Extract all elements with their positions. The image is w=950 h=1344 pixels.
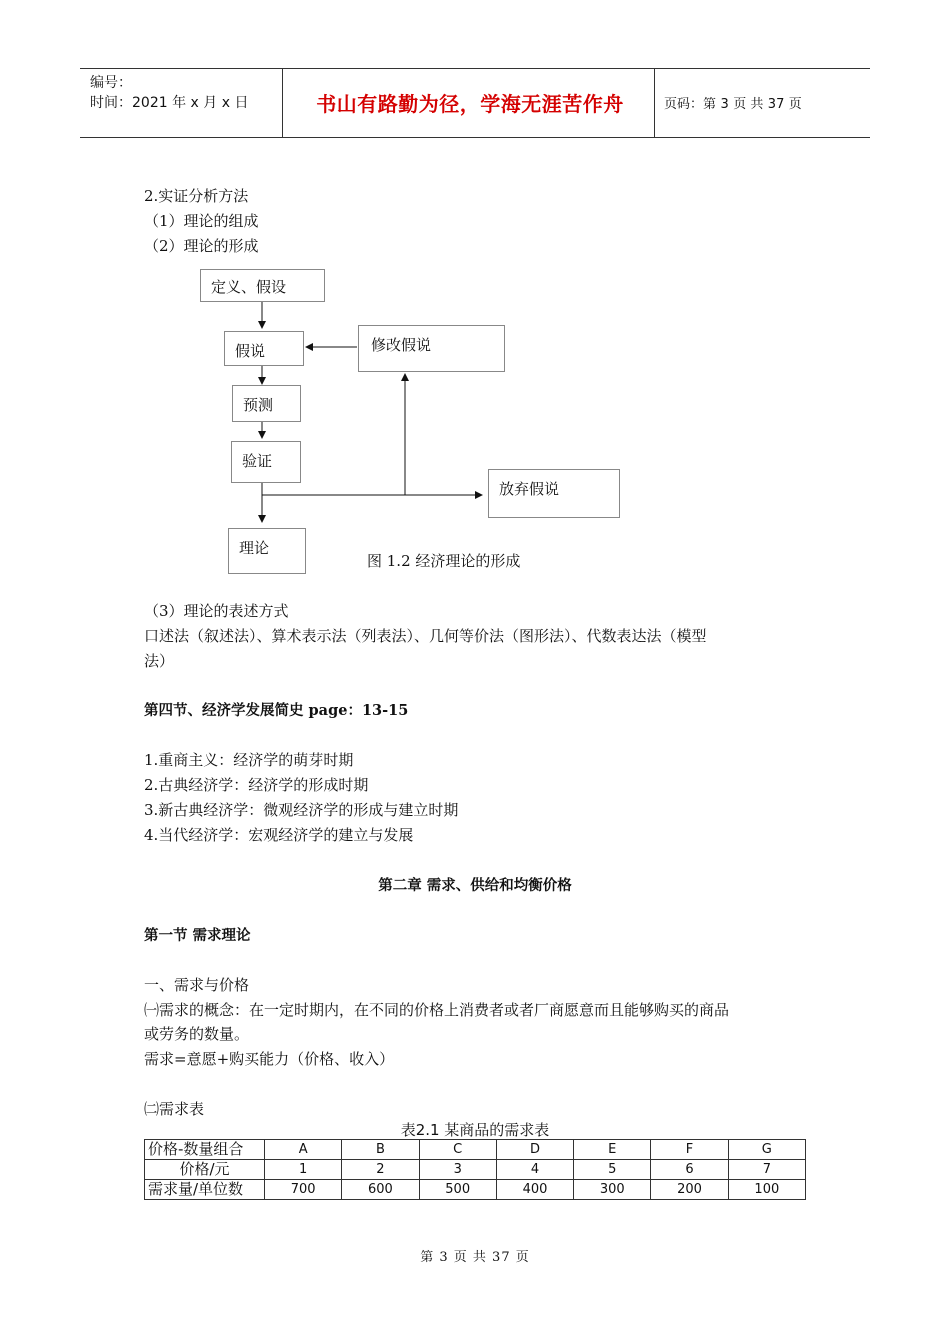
table-cell: D xyxy=(496,1140,573,1160)
table-cell: E xyxy=(574,1140,651,1160)
demand-table-grid xyxy=(144,1139,806,1200)
box-label: 理论 xyxy=(239,539,270,557)
table-cell: C xyxy=(419,1140,496,1160)
flow-arrows xyxy=(0,0,950,600)
box-prediction xyxy=(232,385,301,422)
box-label: 定义、假设 xyxy=(211,278,287,296)
table-row xyxy=(145,1140,806,1160)
box-abandon-hypothesis xyxy=(488,469,620,518)
table-cell: 300 xyxy=(574,1180,651,1200)
table-cell: 2 xyxy=(342,1160,419,1180)
table-cell: 700 xyxy=(265,1180,342,1200)
row-label: 价格/元 xyxy=(145,1160,265,1180)
serial-label: 编号： xyxy=(90,75,132,91)
table-cell: 600 xyxy=(342,1180,419,1200)
box-label: 修改假说 xyxy=(371,336,432,354)
box-hypothesis xyxy=(224,331,304,366)
box-label: 预测 xyxy=(243,396,274,414)
page-number: 3 xyxy=(720,97,729,112)
table-cell: 500 xyxy=(419,1180,496,1200)
box-label: 验证 xyxy=(242,452,273,470)
table-cell: G xyxy=(728,1140,805,1160)
page-suffix: 页 xyxy=(788,97,802,112)
table-heading: ㈡需求表 xyxy=(144,1100,205,1118)
table-cell: 3 xyxy=(419,1160,496,1180)
row-label: 价格-数量组合 xyxy=(145,1140,265,1160)
table-cell: 400 xyxy=(496,1180,573,1200)
page-prefix: 页码：第 xyxy=(664,97,717,112)
demand-table xyxy=(144,1119,806,1200)
table-row xyxy=(145,1180,806,1200)
subsection-heading: 一、需求与价格 xyxy=(144,976,250,994)
box-theory xyxy=(228,528,306,574)
methods-item-2: （2）理论的形成 xyxy=(144,237,259,255)
expression-line-2: 法） xyxy=(144,652,175,670)
table-title: 表2.1 某商品的需求表 xyxy=(400,1121,550,1139)
table-cell: 4 xyxy=(496,1160,573,1180)
table-row xyxy=(145,1160,806,1180)
section4-heading: 第四节、经济学发展简史 page：13-15 xyxy=(144,702,409,719)
page-mid: 页 共 xyxy=(733,97,764,112)
expression-heading: （3）理论的表述方式 xyxy=(144,602,289,620)
concept-line-1: ㈠需求的概念：在一定时期内，在不同的价格上消费者或者厂商愿意而且能够购买的商品 xyxy=(144,1001,730,1019)
figure-caption: 图 1.2 经济理论的形成 xyxy=(367,552,521,570)
table-cell: 6 xyxy=(651,1160,728,1180)
table-cell: F xyxy=(651,1140,728,1160)
table-cell: 5 xyxy=(574,1160,651,1180)
box-verification xyxy=(231,441,301,483)
table-cell: B xyxy=(342,1140,419,1160)
expression-line-1: 口述法（叙述法）、算术表示法（列表法）、几何等价法（图形法）、代数表达法（模型 xyxy=(144,627,707,645)
chapter-title: 第二章 需求、供给和均衡价格 xyxy=(378,877,572,894)
box-definition-assumption xyxy=(200,269,325,302)
row-label: 需求量/单位数 xyxy=(145,1180,265,1200)
concept-line-2: 或劳务的数量。 xyxy=(144,1025,250,1043)
demand-formula: 需求=意愿+购买能力（价格、收入） xyxy=(144,1050,395,1068)
table-cell: A xyxy=(265,1140,342,1160)
box-label: 放弃假说 xyxy=(499,480,560,498)
table-cell: 100 xyxy=(728,1180,805,1200)
box-label: 假说 xyxy=(235,342,266,360)
history-item: 4.当代经济学：宏观经济学的建立与发展 xyxy=(144,826,414,844)
table-cell: 1 xyxy=(265,1160,342,1180)
page-total: 37 xyxy=(767,97,785,112)
section-heading: 第一节 需求理论 xyxy=(144,927,251,944)
methods-heading: 2.实证分析方法 xyxy=(144,187,249,205)
table-cell: 7 xyxy=(728,1160,805,1180)
date-label: 时间：2021 年 x 月 x 日 xyxy=(90,95,249,111)
methods-item-1: （1）理论的组成 xyxy=(144,212,259,230)
header-motto: 书山有路勤为径，学海无涯苦作舟 xyxy=(316,92,624,116)
table-cell: 200 xyxy=(651,1180,728,1200)
history-item: 3.新古典经济学：微观经济学的形成与建立时期 xyxy=(144,801,459,819)
box-modify-hypothesis xyxy=(358,325,505,372)
page-footer: 第 3 页 共 37 页 xyxy=(420,1250,530,1265)
history-item: 1.重商主义：经济学的萌芽时期 xyxy=(144,751,354,769)
history-item: 2.古典经济学：经济学的形成时期 xyxy=(144,776,369,794)
